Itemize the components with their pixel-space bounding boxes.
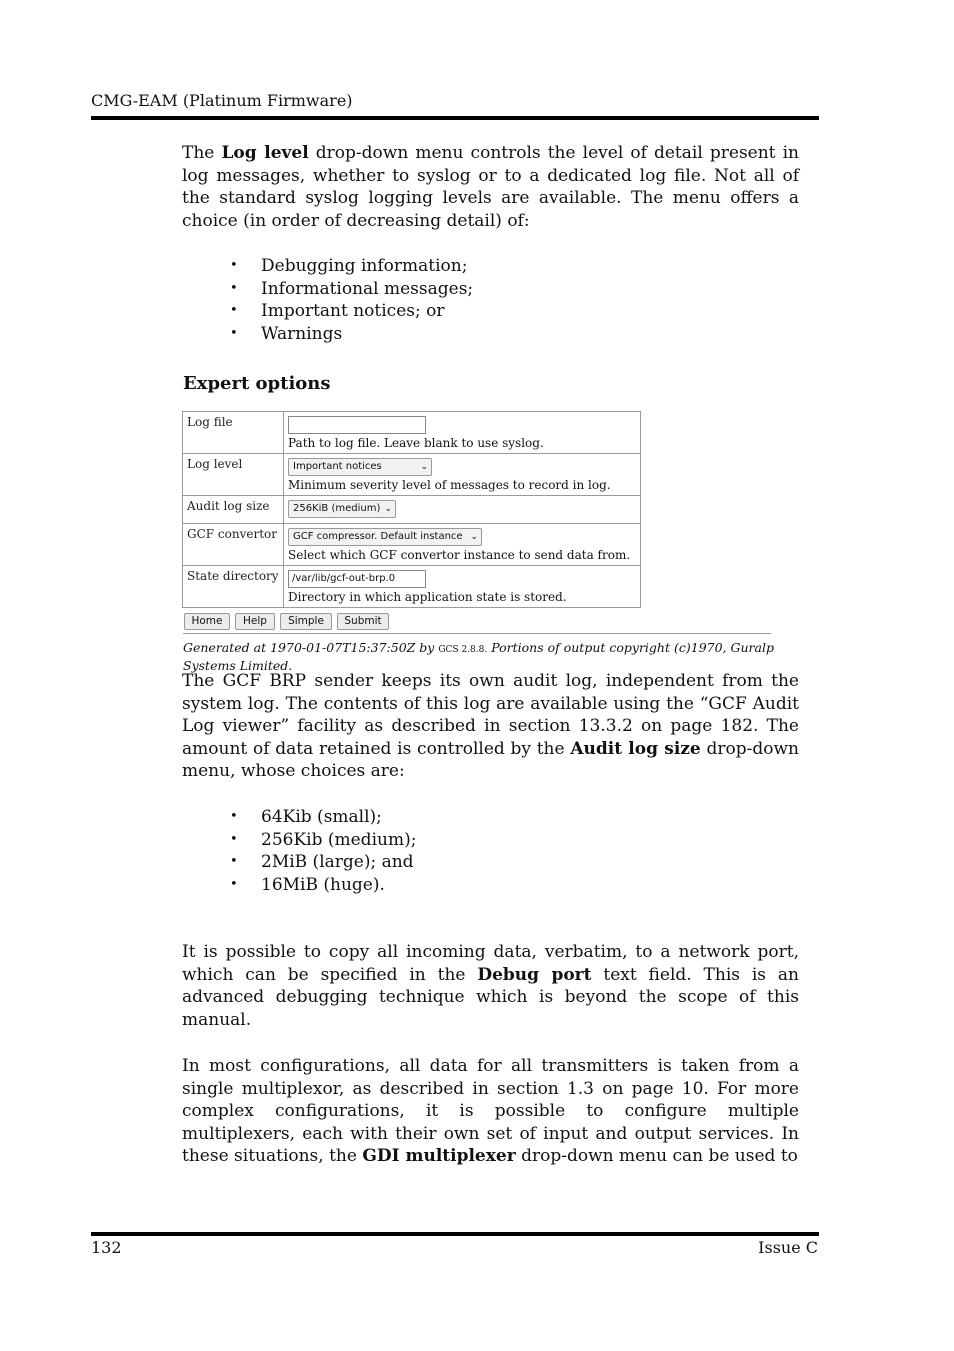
- form-row-log-level: [183, 454, 641, 496]
- log-file-input[interactable]: [288, 416, 426, 434]
- list-item: • Warnings: [230, 324, 343, 345]
- list-item: • 2MiB (large); and: [230, 852, 414, 873]
- audit-log-size-select[interactable]: 256KiB (medium) ⌄: [288, 500, 396, 518]
- list-item: • Important notices; or: [230, 301, 445, 322]
- multiplexer-paragraph: In most configurations, all data for all transmitters is taken from a single multiplexor, as described in section 1.3 on page 10. For more complex configurations, it is possible to configure multiple multiplexers, each with their own set of input and output services. In these situations, the GDI multiplexer drop-down menu can be used to: [182, 1056, 799, 1166]
- list-item: • Debugging information;: [230, 256, 468, 276]
- help-button[interactable]: Help: [235, 613, 275, 630]
- chevron-down-icon: ⌄: [470, 532, 478, 542]
- chevron-down-icon: ⌄: [420, 462, 428, 472]
- home-button[interactable]: Home: [184, 613, 230, 630]
- field-description: Path to log file. Leave blank to use syslog.: [288, 436, 544, 450]
- field-description: Directory in which application state is stored.: [288, 590, 567, 604]
- simple-button[interactable]: Simple: [280, 613, 332, 630]
- list-item: • 16MiB (huge).: [230, 875, 385, 896]
- form-button-row: [184, 609, 394, 630]
- form-row-state-directory: [183, 566, 641, 608]
- list-item: • Informational messages;: [230, 278, 474, 299]
- form-row-log-file: [183, 412, 641, 454]
- chevron-down-icon: ⌄: [384, 504, 392, 514]
- audit-log-size-term: Audit log size: [570, 738, 701, 759]
- state-directory-input[interactable]: /var/lib/gcf-out-brp.0: [288, 570, 426, 588]
- running-header: CMG-EAM (Platinum Firmware): [91, 91, 353, 110]
- expert-options-heading: Expert options: [183, 373, 331, 394]
- log-level-list: [230, 255, 473, 346]
- field-description: Minimum severity level of messages to record in log.: [288, 478, 611, 492]
- audit-paragraph: The GCF BRP sender keeps its own audit log, independent from the system log. The contents of this log are available using the “GCF Audit Log viewer” facility as described in section 13.3.2 on page 182. The amount of data retained is controlled by the Audit log size drop-down menu, whose choices are:: [182, 671, 799, 781]
- footer-rule: [91, 1232, 819, 1236]
- debug-paragraph: It is possible to copy all incoming data, verbatim, to a network port, which can be specified in the Debug port text field. This is an advanced debugging technique which is beyond the scope of this manual.: [182, 942, 799, 1030]
- debug-port-term: Debug port: [477, 964, 592, 985]
- log-level-term: Log level: [221, 143, 309, 163]
- field-label: GCF convertor: [183, 524, 284, 566]
- generated-footer-note: Generated at 1970-01-07T15:37:50Z by GCS 2.8.8. Portions of output copyright (c)1970, Guralp Systems Limited.: [183, 640, 774, 673]
- list-item: • 64Kib (small);: [230, 807, 382, 827]
- gcf-convertor-select[interactable]: GCF compressor. Default instance ⌄: [288, 528, 482, 546]
- intro-paragraph: The Log level drop-down menu controls the level of detail present in log messages, whether to syslog or to a dedicated log file. Not all of the standard syslog logging levels are available. The menu offers a choice (in order of decreasing detail) of:: [182, 143, 799, 231]
- issue-label: Issue C: [758, 1238, 818, 1257]
- header-rule: [91, 116, 819, 120]
- generated-divider: [183, 633, 771, 634]
- audit-size-list: [230, 806, 416, 897]
- field-label: State directory: [183, 566, 284, 608]
- field-label: Log file: [183, 412, 284, 454]
- gdi-multiplexer-term: GDI multiplexer: [362, 1146, 516, 1166]
- page-number: 132: [91, 1238, 122, 1257]
- list-item: • 256Kib (medium);: [230, 829, 417, 850]
- expert-options-form: [182, 411, 641, 608]
- submit-button[interactable]: Submit: [337, 613, 389, 630]
- field-label: Audit log size: [183, 496, 284, 524]
- field-description: Select which GCF convertor instance to send data from.: [288, 548, 631, 562]
- form-row-audit-log-size: [183, 496, 641, 524]
- form-row-gcf-convertor: [183, 524, 641, 566]
- field-label: Log level: [183, 454, 284, 496]
- log-level-select[interactable]: Important notices ⌄: [288, 458, 432, 476]
